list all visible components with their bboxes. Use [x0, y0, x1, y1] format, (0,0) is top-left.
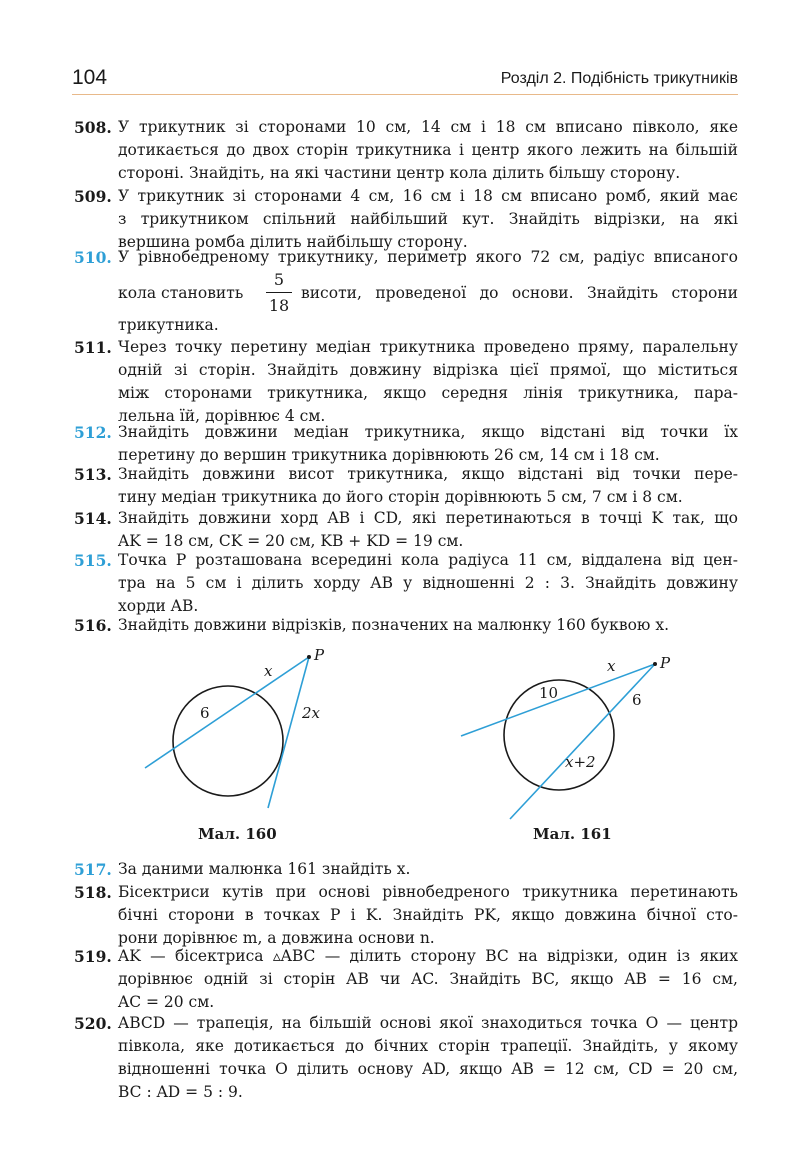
problem-number: 510.: [74, 248, 112, 267]
fraction-denominator: 18: [268, 296, 290, 315]
problem-text-line: дорівнює одній зі сторін AB чи AC. Знайдіть BC, якщо AB = 16 см,: [118, 970, 738, 988]
problem-number: 514.: [74, 509, 112, 528]
problem-text-line: тину медіан трикутника до його сторін дорівнюють 5 см, 7 см і 8 см.: [118, 488, 683, 506]
problem-text-line: перетину до вершин трикутника дорівнюють 26 см, 14 см і 18 см.: [118, 446, 660, 464]
label-P: P: [660, 654, 671, 672]
problem-text-line: відношенні точка O ділить основу AD, якщо AB = 12 см, CD = 20 см,: [118, 1060, 738, 1078]
label-P: P: [314, 646, 325, 664]
problem-text-line: лельна їй, дорівнює 4 см.: [118, 407, 326, 425]
section-title: Розділ 2. Подібність трикутників: [500, 70, 738, 87]
problem-text-line: ABCD — трапеція, на більшій основі якої знаходиться точка O — центр: [118, 1014, 738, 1032]
problem-text-line: AK — бісектриса ▵ABC — ділить сторону BC на відрізки, один із яких: [118, 947, 738, 965]
label-2x: 2x: [302, 704, 321, 722]
problem-number: 515.: [74, 551, 112, 570]
problem-text-line: У рівнобедреному трикутнику, периметр якого 72 см, радіус вписаного: [118, 248, 738, 266]
page-number: 104: [72, 66, 108, 89]
problem-text-line: одній зі сторін. Знайдіть довжину відрізка цієї прямої, що міститься: [118, 361, 738, 379]
problem-text-line: висоти, проведеної до основи. Знайдіть сторони: [301, 284, 738, 302]
problem-text-line: дотикається до двох сторін трикутника і центр якого лежить на більшій: [118, 141, 738, 159]
label-6: 6: [632, 691, 642, 709]
problem-text-line: кола становить: [118, 284, 244, 302]
point-P: [653, 662, 657, 666]
problem-text-line: Знайдіть довжини висот трикутника, якщо відстані від точки пере-: [118, 465, 738, 483]
problem-text-line: рони дорівнює m, а довжина основи n.: [118, 929, 435, 947]
figure-160-caption: Мал. 160: [198, 825, 277, 843]
problem-number: 513.: [74, 465, 112, 484]
problem-number: 517.: [74, 860, 112, 879]
problem-number: 518.: [74, 883, 112, 902]
problem-text-line: У трикутник зі сторонами 10 см, 14 см і 18 см вписано півколо, яке: [118, 118, 738, 136]
problem-number: 516.: [74, 616, 112, 635]
problem-text-line: BC : AD = 5 : 9.: [118, 1083, 243, 1101]
problem-number: 511.: [74, 338, 112, 357]
problem-text-line: бічні сторони в точках P і K. Знайдіть PK, якщо довжина бічної сто-: [118, 906, 738, 924]
problem-text-line: вершина ромба ділить найбільшу сторону.: [118, 233, 468, 251]
label-x-plus-2: x+2: [565, 753, 596, 771]
problem-text-line: AK = 18 см, CK = 20 см, KB + KD = 19 см.: [118, 532, 464, 550]
problem-text-line: з трикутником спільний найбільший кут. Знайдіть відрізки, на які: [118, 210, 738, 228]
problem-text-line: Бісектриси кутів при основі рівнобедреного трикутника перетинають: [118, 883, 738, 901]
label-6: 6: [200, 704, 210, 722]
problem-text-line: Знайдіть довжини хорд AB і CD, які перетинаються в точці K так, що: [118, 509, 738, 527]
problem-number: 509.: [74, 187, 112, 206]
problem-text-line: AC = 20 см.: [118, 993, 215, 1011]
fraction-numerator: 5: [273, 270, 285, 289]
problem-text-line: За даними малюнка 161 знайдіть x.: [118, 860, 411, 878]
problem-number: 520.: [74, 1014, 112, 1033]
label-x: x: [607, 657, 616, 675]
problem-text-line: Знайдіть довжини відрізків, позначених на малюнку 160 буквою x.: [118, 616, 670, 634]
label-10: 10: [539, 684, 559, 702]
problem-text-line: Точка P розташована всередині кола радіуса 11 см, віддалена від цен-: [118, 551, 738, 569]
label-x: x: [264, 662, 273, 680]
circle: [504, 680, 614, 790]
problem-text-line: хорди AB.: [118, 597, 199, 615]
problem-text-line: стороні. Знайдіть, на які частини центр кола ділить більшу сторону.: [118, 164, 681, 182]
problem-text-line: між сторонами трикутника, якщо середня лінія трикутника, пара-: [118, 384, 738, 402]
problem-number: 508.: [74, 118, 112, 137]
figure-161-caption: Мал. 161: [533, 825, 612, 843]
problem-text-line: півкола, яке дотикається до бічних сторін трапеції. Знайдіть, у якому: [118, 1037, 738, 1055]
problem-text-line: У трикутник зі сторонами 4 см, 16 см і 18 см вписано ромб, який має: [118, 187, 738, 205]
problem-text-line: трикутника.: [118, 316, 219, 334]
problem-text-line: Через точку перетину медіан трикутника проведено пряму, паралельну: [118, 338, 738, 356]
problem-text-line: Знайдіть довжини медіан трикутника, якщо відстані від точки їх: [118, 423, 738, 441]
problem-number: 512.: [74, 423, 112, 442]
problem-number: 519.: [74, 947, 112, 966]
problem-text-line: тра на 5 см і ділить хорду AB у відношенні 2 : 3. Знайдіть довжину: [118, 574, 738, 592]
